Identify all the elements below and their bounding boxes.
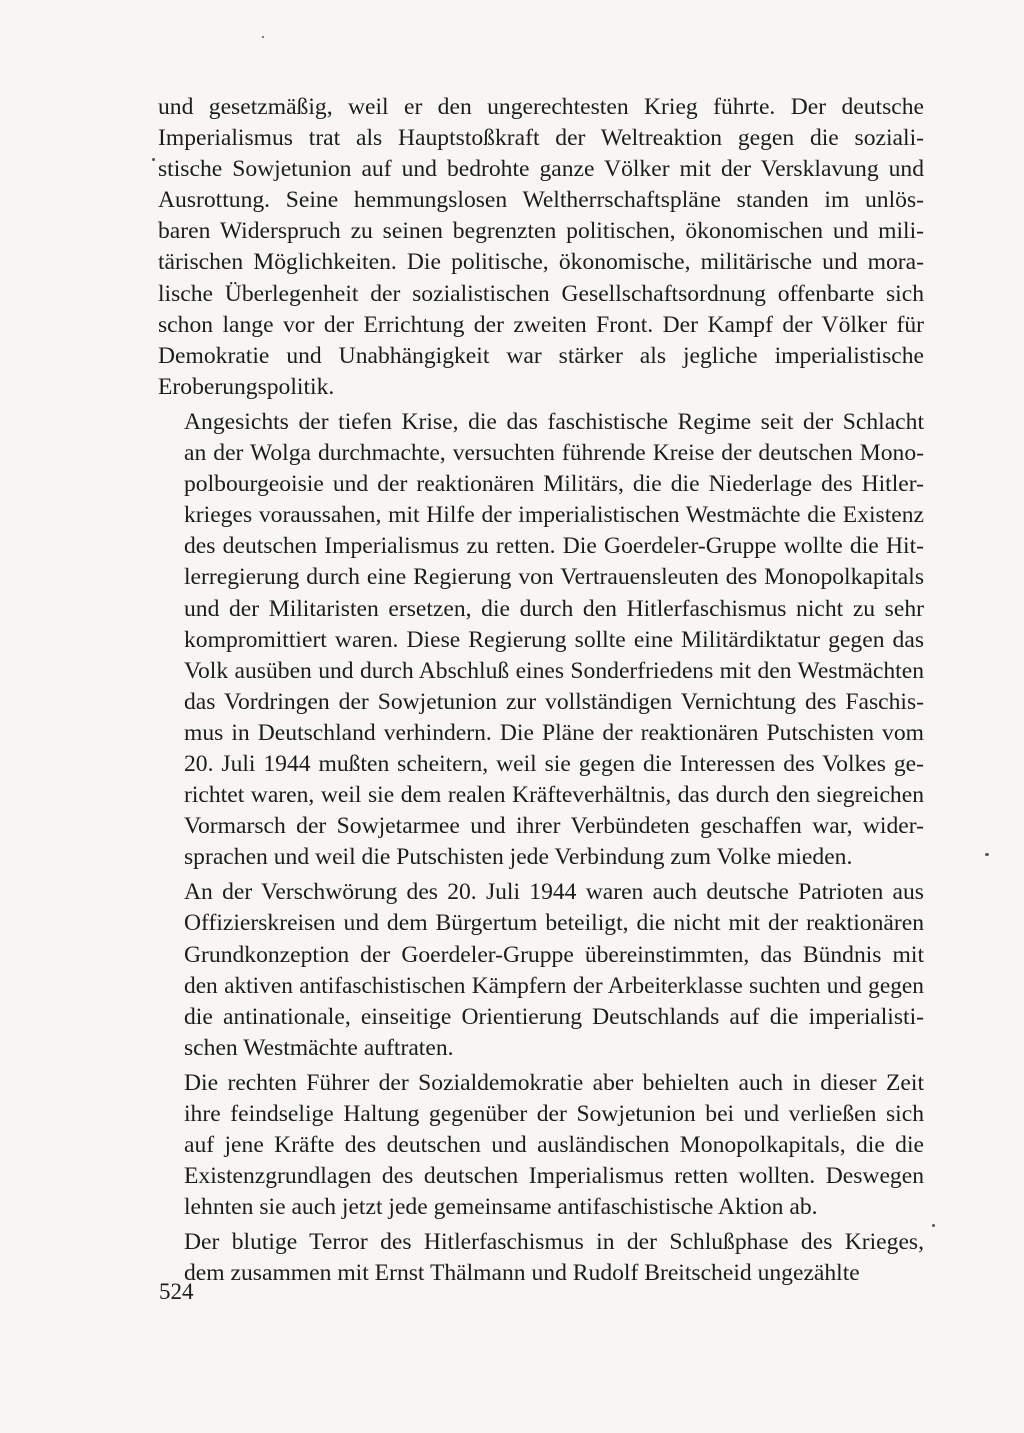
text-line: dem zusammen mit Ernst Thälmann und Rudolf Breitscheid ungezählte — [184, 1260, 860, 1287]
text-line: Ausrottung. Seine hemmungslosen Weltherrschaftspläne standen im unlös- — [158, 187, 924, 214]
text-line: die antinationale, einseitige Orientierung Deutschlands auf die imperialisti- — [184, 1003, 924, 1030]
text-line: schen Westmächte auftraten. — [184, 1034, 454, 1061]
body-text — [158, 92, 924, 1290]
text-line: mus in Deutschland verhindern. Die Pläne der reaktionären Putschisten vom — [184, 719, 924, 746]
text-line: 20. Juli 1944 mußten scheitern, weil sie gegen die Interessen des Volkes ge- — [184, 750, 924, 777]
text-line: ihre feindselige Haltung gegenüber der Sowjetunion bei und verließen sich — [184, 1101, 924, 1127]
text-line: Grundkonzeption der Goerdeler-Gruppe übereinstimmten, das Bündnis mit — [184, 941, 924, 968]
text-line: lische Überlegenheit der sozialistischen Gesellschaftsordnung offenbarte sich — [158, 280, 924, 307]
text-line: lehnten sie auch jetzt jede gemeinsame antifaschistische Aktion ab. — [184, 1194, 818, 1221]
text-line: und gesetzmäßig, weil er den ungerechtesten Krieg führte. Der deutsche — [158, 94, 924, 120]
text-line: Existenzgrundlagen des deutschen Imperialismus retten wollten. Deswegen — [184, 1163, 924, 1190]
text-line: polbourgeoisie und der reaktionären Militärs, die die Niederlage des Hitler- — [184, 471, 924, 498]
text-line: das Vordringen der Sowjetunion zur vollständigen Vernichtung des Faschis- — [184, 688, 924, 715]
text-line: lerregierung durch eine Regierung von Vertrauensleuten des Monopolkapitals — [184, 564, 924, 591]
text-line: krieges voraussahen, mit Hilfe der imperialistischen Westmächte die Existenz — [184, 502, 924, 529]
text-line: Demokratie und Unabhängigkeit war stärker als jegliche imperialistische — [158, 342, 924, 369]
text-line: an der Wolga durchmachte, versuchten führende Kreise der deutschen Mono- — [184, 440, 924, 467]
text-line: Offizierskreisen und dem Bürgertum beteiligt, die nicht mit der reaktionären — [184, 910, 924, 937]
text-line: baren Widerspruch zu seinen begrenzten politischen, ökonomischen und mili- — [158, 218, 924, 245]
text-line: schon lange vor der Errichtung der zweiten Front. Der Kampf der Völker für — [158, 311, 924, 338]
text-line: richtet waren, weil sie dem realen Kräfteverhältnis, das durch den siegreichen — [184, 782, 924, 809]
text-line: Imperialismus trat als Hauptstoßkraft der Weltreaktion gegen die soziali- — [158, 125, 924, 152]
text-line: und der Militaristen ersetzen, die durch den Hitlerfaschismus nicht zu sehr — [184, 595, 924, 622]
scan-speck — [152, 158, 155, 161]
text-line: Volk ausüben und durch Abschluß eines Sonderfriedens mit den Westmächten — [184, 657, 924, 684]
paragraph — [158, 407, 924, 873]
paragraph — [158, 1227, 924, 1289]
text-line: Die rechten Führer der Sozialdemokratie aber behielten auch in dieser Zeit — [184, 1069, 924, 1096]
text-line: tärischen Möglichkeiten. Die politische, ökonomische, militärische und mora- — [158, 249, 924, 276]
text-line: stische Sowjetunion auf und bedrohte ganze Völker mit der Versklavung und — [158, 156, 924, 183]
text-line: Angesichts der tiefen Krise, die das faschistische Regime seit der Schlacht — [184, 408, 924, 435]
text-line: des deutschen Imperialismus zu retten. Die Goerdeler-Gruppe wollte die Hit- — [184, 533, 924, 560]
page-number: 524 — [159, 1279, 194, 1304]
text-line: An der Verschwörung des 20. Juli 1944 waren auch deutsche Patrioten aus — [184, 879, 924, 906]
text-line: sprachen und weil die Putschisten jede Verbindung zum Volke mieden. — [184, 844, 853, 871]
text-line: Eroberungspolitik. — [158, 373, 335, 400]
scan-speck — [262, 36, 264, 38]
text-line: auf jene Kräfte des deutschen und ausländischen Monopolkapitals, die die — [184, 1132, 924, 1159]
paragraph — [158, 1068, 924, 1223]
text-line: den aktiven antifaschistischen Kämpfern der Arbeiterklasse suchten und gegen — [184, 972, 924, 999]
scan-speck — [985, 853, 989, 856]
paragraph — [158, 92, 924, 403]
scan-speck — [932, 1224, 935, 1227]
text-line: kompromittiert waren. Diese Regierung sollte eine Militärdiktatur gegen das — [184, 626, 924, 653]
paragraph — [158, 877, 924, 1064]
text-line: Vormarsch der Sowjetarmee und ihrer Verbündeten geschaffen war, wider- — [184, 813, 924, 840]
text-line: Der blutige Terror des Hitlerfaschismus in der Schlußphase des Krieges, — [184, 1229, 924, 1256]
